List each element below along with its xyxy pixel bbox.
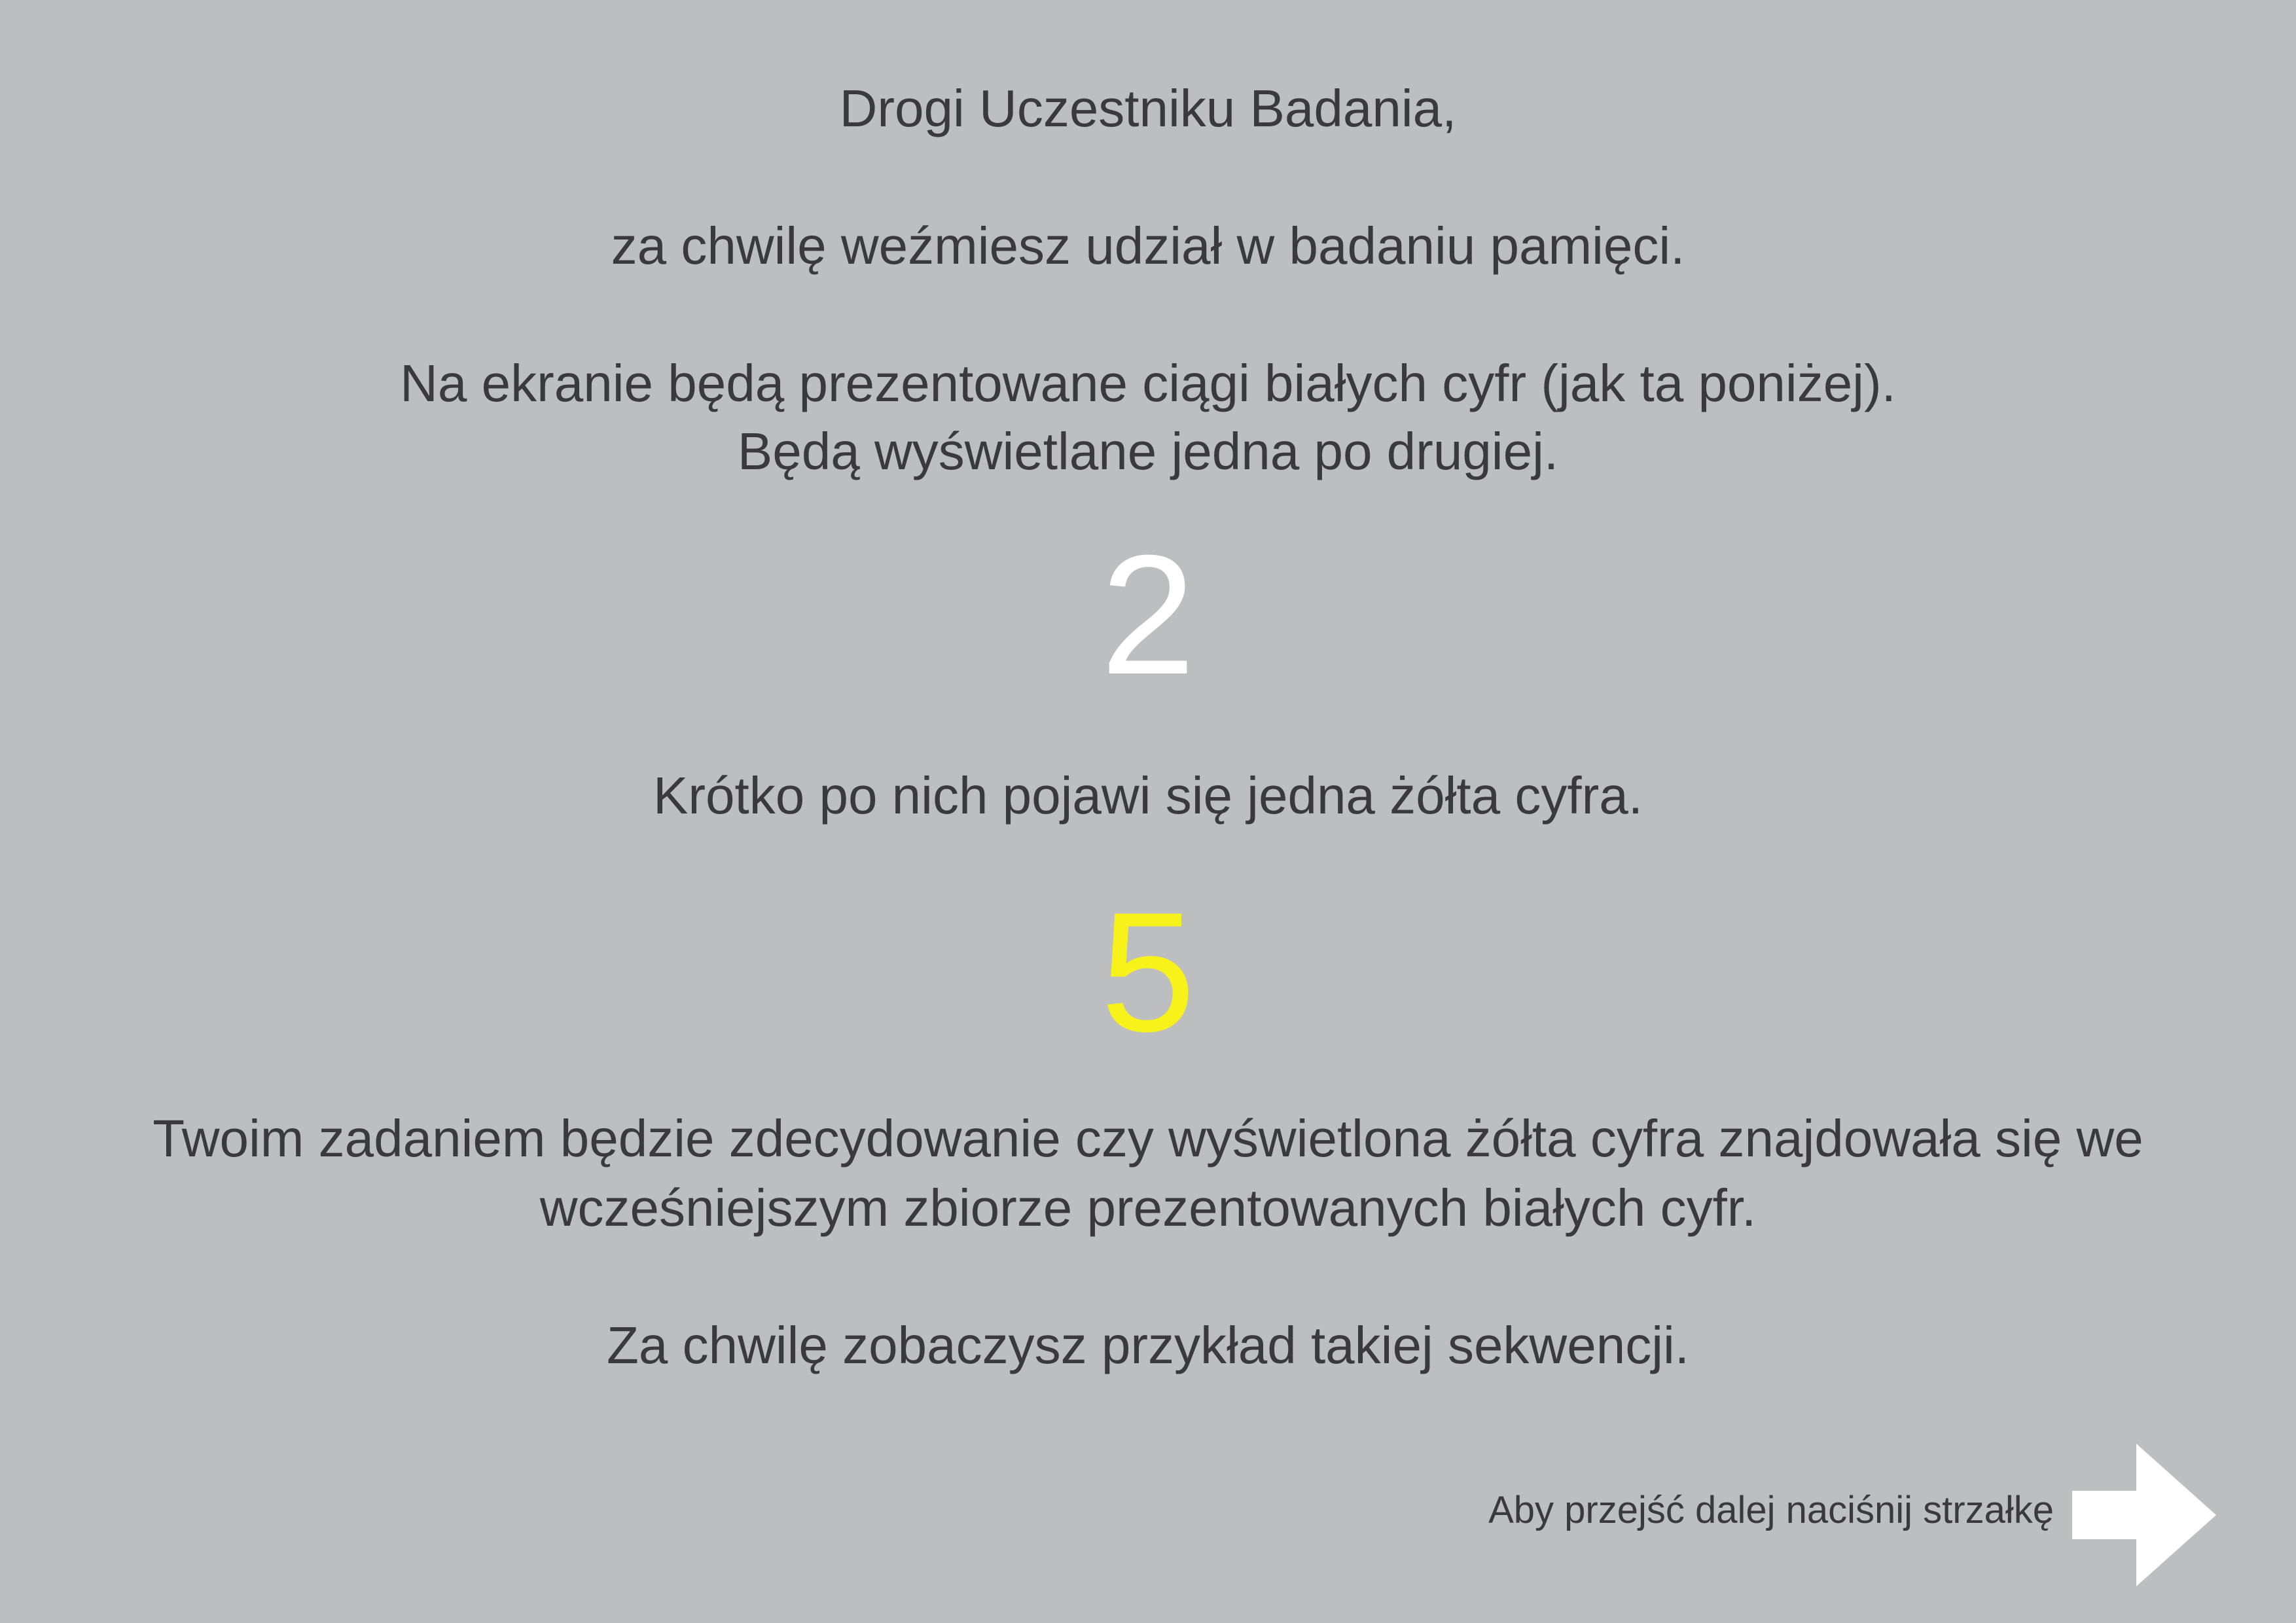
intro-text: za chwilę weźmiesz udział w badaniu pamięci. bbox=[611, 217, 1685, 275]
yellow-example-digit: 5 bbox=[1100, 878, 1196, 1067]
example-note-text: Za chwilę zobaczysz przykład takiej sekwencji. bbox=[607, 1316, 1689, 1374]
right-arrow-icon[interactable] bbox=[2072, 1444, 2216, 1586]
yellow-digit-description: Krótko po nich pojawi się jedna żółta cyfra. bbox=[653, 766, 1643, 825]
sequence-description: Będą wyświetlane jedna po drugiej. bbox=[737, 422, 1559, 480]
white-digits-description: Na ekranie będą prezentowane ciągi białych cyfr (jak ta poniżej). bbox=[400, 354, 1896, 412]
task-description-line1: Twoim zadaniem będzie zdecydowanie czy wyświetlona żółta cyfra znajdowała się we bbox=[152, 1109, 2144, 1168]
continue-hint: Aby przejść dalej naciśnij strzałkę bbox=[1488, 1489, 2054, 1531]
greeting-text: Drogi Uczestniku Badania, bbox=[839, 79, 1457, 137]
task-description-line2: wcześniejszym zbiorze prezentowanych białych cyfr. bbox=[539, 1179, 1757, 1237]
white-example-digit: 2 bbox=[1100, 520, 1196, 710]
